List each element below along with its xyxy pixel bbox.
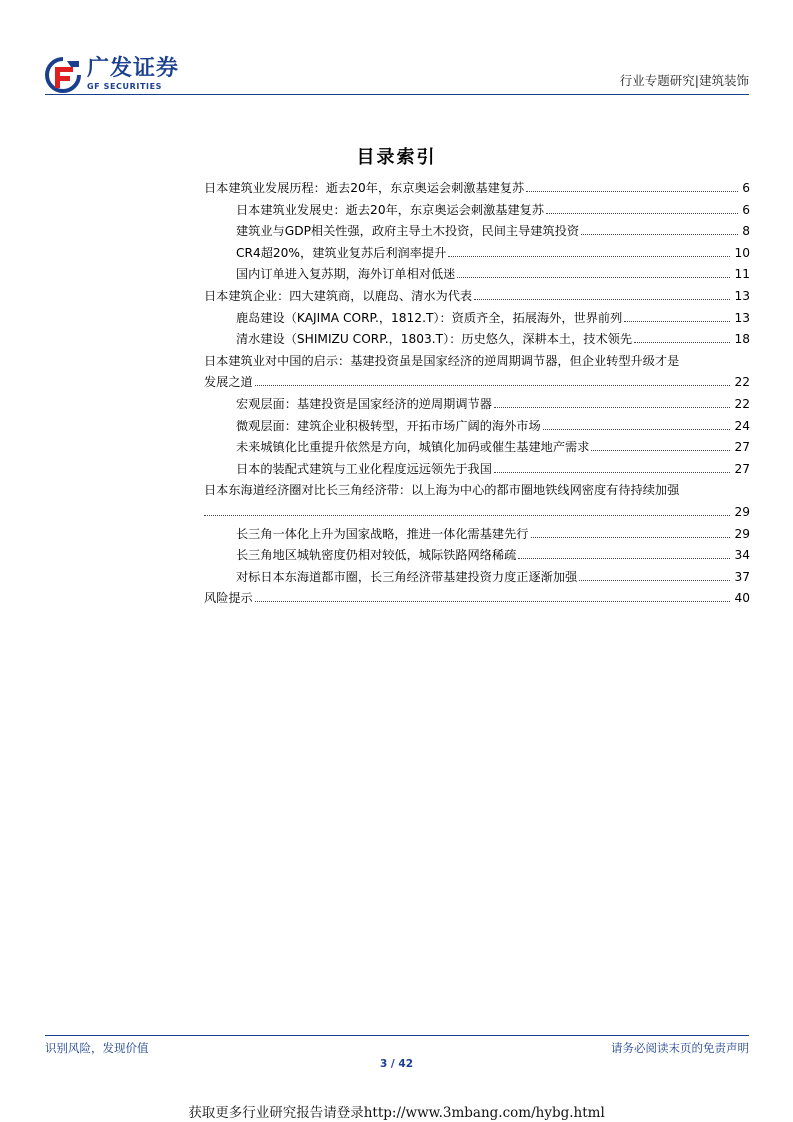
toc-entry-continuation[interactable]: [204, 502, 750, 524]
footer-disclaimer: 请务必阅读末页的免责声明: [611, 1041, 749, 1055]
gf-logo-icon: [45, 57, 81, 93]
toc-entry-page: 27: [732, 459, 750, 481]
toc-entry-page: 22: [732, 372, 750, 394]
toc-entry-label: 清水建设（SHIMIZU CORP.，1803.T）：历史悠久，深耕本土，技术领先: [236, 329, 634, 351]
toc-leader-dots: [591, 450, 730, 451]
logo-english-name: GF SECURITIES: [87, 82, 163, 91]
toc-entry-label: 日本建筑企业：四大建筑商，以鹿岛、清水为代表: [204, 286, 474, 308]
toc-entry-label: 日本东海道经济圈对比长三角经济带：以上海为中心的都市圈地铁线网密度有待持续加强: [204, 480, 681, 502]
toc-entry[interactable]: [204, 437, 750, 459]
report-category: 行业专题研究|建筑装饰: [619, 73, 749, 88]
toc-entry-page: 13: [732, 286, 750, 308]
toc-entry-continuation[interactable]: [204, 372, 750, 394]
toc-entry-page: 34: [732, 545, 750, 567]
toc-leader-dots: [494, 472, 731, 473]
page-number: 3 / 42: [379, 1058, 414, 1070]
toc-entry-label: 对标日本东海道都市圈，长三角经济带基建投资力度正逐渐加强: [236, 567, 579, 589]
toc-entry-page: 22: [732, 394, 750, 416]
toc-entry-page: 8: [740, 221, 750, 243]
toc-entry-page: 13: [732, 308, 750, 330]
toc-entry[interactable]: [204, 416, 750, 438]
toc-entry-label: 建筑业与GDP相关性强，政府主导土木投资，民间主导建筑投资: [236, 221, 581, 243]
toc-leader-dots: [518, 558, 730, 559]
toc-leader-dots: [494, 407, 731, 408]
toc-entry-page: 37: [732, 567, 750, 589]
toc-entry[interactable]: [204, 545, 750, 567]
toc-entry[interactable]: [204, 264, 750, 286]
toc-entry-label: 长三角地区城轨密度仍相对较低，城际铁路网络稀疏: [236, 545, 518, 567]
toc-entry-label: 长三角一体化上升为国家战略，推进一体化需基建先行: [236, 524, 531, 546]
toc-leader-dots: [546, 213, 738, 214]
toc-leader-dots: [204, 515, 730, 516]
toc-entry-page: 18: [732, 329, 750, 351]
toc-entry-page: 29: [732, 524, 750, 546]
toc-entry-label: 发展之道: [204, 372, 255, 394]
toc-entry-label: 风险提示: [204, 588, 255, 610]
toc-leader-dots: [634, 342, 730, 343]
footer-divider: [45, 1035, 749, 1036]
toc-entry-page: 6: [740, 200, 750, 222]
toc-entry-page: 40: [732, 588, 750, 610]
toc-entry-label: 未来城镇化比重提升依然是方向，城镇化加码或催生基建地产需求: [236, 437, 591, 459]
toc-entry-label: 宏观层面：基建投资是国家经济的逆周期调节器: [236, 394, 494, 416]
toc-entry[interactable]: [204, 588, 750, 610]
toc-entry[interactable]: [204, 524, 750, 546]
toc-entry-label: 微观层面：建筑企业积极转型，开拓市场广阔的海外市场: [236, 416, 543, 438]
watermark-link[interactable]: 获取更多行业研究报告请登录http://www.3mbang.com/hybg.html: [188, 1105, 605, 1121]
toc-leader-dots: [624, 321, 730, 322]
toc-entry[interactable]: [204, 480, 750, 502]
toc-entry-label: 日本建筑业发展史：逝去20年，东京奥运会刺激基建复苏: [236, 200, 546, 222]
page-header: [0, 0, 793, 95]
toc-entry-label: 日本建筑业发展历程：逝去20年，东京奥运会刺激基建复苏: [204, 178, 526, 200]
toc-entry-page: 27: [732, 437, 750, 459]
toc-leader-dots: [448, 256, 730, 257]
toc-entry[interactable]: [204, 394, 750, 416]
toc-leader-dots: [457, 277, 730, 278]
toc-entry-page: 6: [740, 178, 750, 200]
toc-entry-label: CR4超20%，建筑业复苏后利润率提升: [236, 243, 448, 265]
toc-entry[interactable]: [204, 567, 750, 589]
toc-entry-label: 国内订单进入复苏期，海外订单相对低迷: [236, 264, 457, 286]
toc-entry[interactable]: [204, 286, 750, 308]
toc-leader-dots: [474, 299, 730, 300]
header-divider: [45, 94, 749, 95]
toc-entry-page: 29: [732, 502, 750, 524]
toc-entry[interactable]: [204, 200, 750, 222]
toc-entry[interactable]: [204, 351, 750, 373]
toc-entry-label: 日本的装配式建筑与工业化程度远远领先于我国: [236, 459, 494, 481]
toc-leader-dots: [581, 234, 738, 235]
toc-entry[interactable]: [204, 459, 750, 481]
toc-entry-page: 11: [732, 264, 750, 286]
toc-leader-dots: [526, 191, 738, 192]
toc-entry[interactable]: [204, 243, 750, 265]
gf-securities-logo: [45, 57, 195, 93]
toc-leader-dots: [255, 601, 731, 602]
toc-entry[interactable]: [204, 178, 750, 200]
toc-entry-label: 鹿岛建设（KAJIMA CORP.，1812.T）：资质齐全，拓展海外，世界前列: [236, 308, 624, 330]
footer-slogan: 识别风险，发现价值: [45, 1041, 149, 1055]
toc-entry[interactable]: [204, 329, 750, 351]
toc-leader-dots: [543, 429, 731, 430]
toc-entry-page: 24: [732, 416, 750, 438]
toc-entry[interactable]: [204, 221, 750, 243]
toc-entry[interactable]: [204, 308, 750, 330]
logo-chinese-name: 广发证券: [87, 56, 180, 81]
toc-leader-dots: [579, 580, 730, 581]
toc-entry-page: 10: [732, 243, 750, 265]
toc-leader-dots: [531, 537, 731, 538]
table-of-contents: [204, 178, 750, 610]
toc-entry-label: 日本建筑业对中国的启示：基建投资虽是国家经济的逆周期调节器，但企业转型升级才是: [204, 351, 681, 373]
toc-title: 目录索引: [356, 147, 437, 168]
toc-leader-dots: [255, 385, 731, 386]
